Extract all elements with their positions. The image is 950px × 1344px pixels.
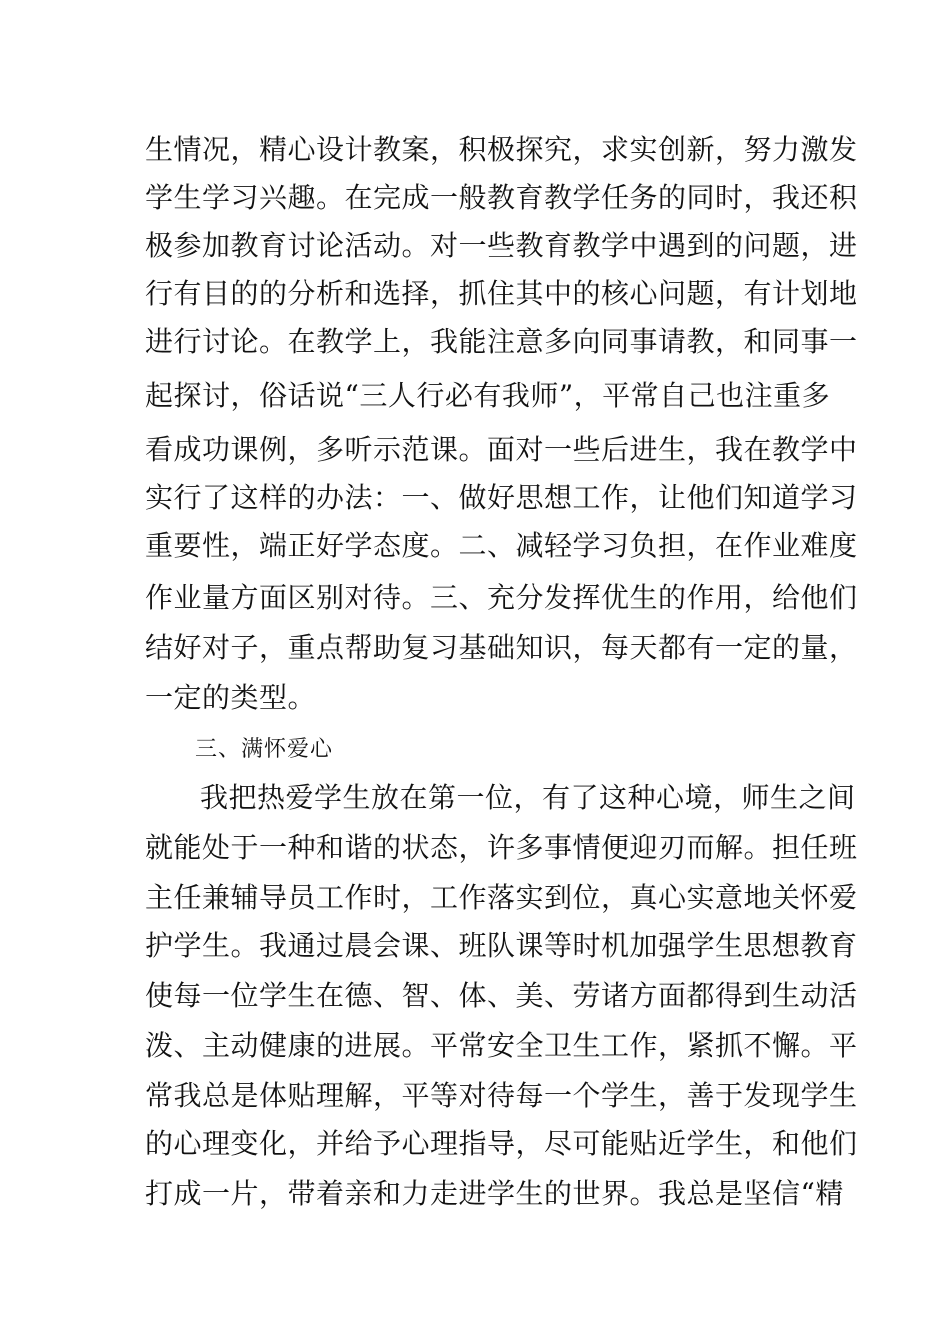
paragraph-line: 生情况，精心设计教案，积极探究，求实创新，努力激发 — [145, 133, 858, 166]
paragraph-line: 使每一位学生在德、智、体、美、劳诸方面都得到生动活 — [145, 979, 858, 1012]
paragraph-line: 进行讨论。在教学上，我能注意多向同事请教，和同事一 — [145, 325, 858, 358]
paragraph-line: 结好对子，重点帮助复习基础知识，每天都有一定的量， — [145, 631, 858, 664]
paragraph-line: 实行了这样的办法：一、做好思想工作，让他们知道学习 — [145, 481, 858, 514]
paragraph-line: 护学生。我通过晨会课、班队课等时机加强学生思想教育 — [145, 929, 858, 962]
paragraph-line: 作业量方面区别对待。三、充分发挥优生的作用，给他们 — [145, 581, 858, 614]
paragraph-line: 学生学习兴趣。在完成一般教育教学任务的同时，我还积 — [145, 181, 858, 214]
paragraph-line: 重要性，端正好学态度。二、减轻学习负担，在作业难度 — [145, 529, 858, 562]
paragraph-line: 打成一片，带着亲和力走进学生的世界。我总是坚信“精 — [145, 1177, 844, 1210]
paragraph-line: 就能处于一种和谐的状态，许多事情便迎刃而解。担任班 — [145, 831, 858, 864]
paragraph-line: 极参加教育讨论活动。对一些教育教学中遇到的问题，进 — [145, 229, 858, 262]
paragraph-line: 行有目的的分析和选择，抓住其中的核心问题，有计划地 — [145, 277, 858, 310]
paragraph-line: 看成功课例，多听示范课。面对一些后进生，我在教学中 — [145, 433, 858, 466]
paragraph-line: 的心理变化，并给予心理指导，尽可能贴近学生，和他们 — [145, 1127, 858, 1160]
paragraph-line: 我把热爱学生放在第一位，有了这种心境，师生之间 — [200, 781, 856, 814]
paragraph-line: 泼、主动健康的进展。平常安全卫生工作，紧抓不懈。平 — [145, 1029, 858, 1062]
section-heading: 三、满怀爱心 — [195, 737, 334, 762]
paragraph-line: 常我总是体贴理解，平等对待每一个学生，善于发现学生 — [145, 1079, 858, 1112]
paragraph-line: 主任兼辅导员工作时，工作落实到位，真心实意地关怀爱 — [145, 881, 858, 914]
paragraph-line: 起探讨，俗话说“三人行必有我师”，平常自己也注重多 — [145, 379, 831, 412]
paragraph-line: 一定的类型。 — [145, 681, 317, 714]
